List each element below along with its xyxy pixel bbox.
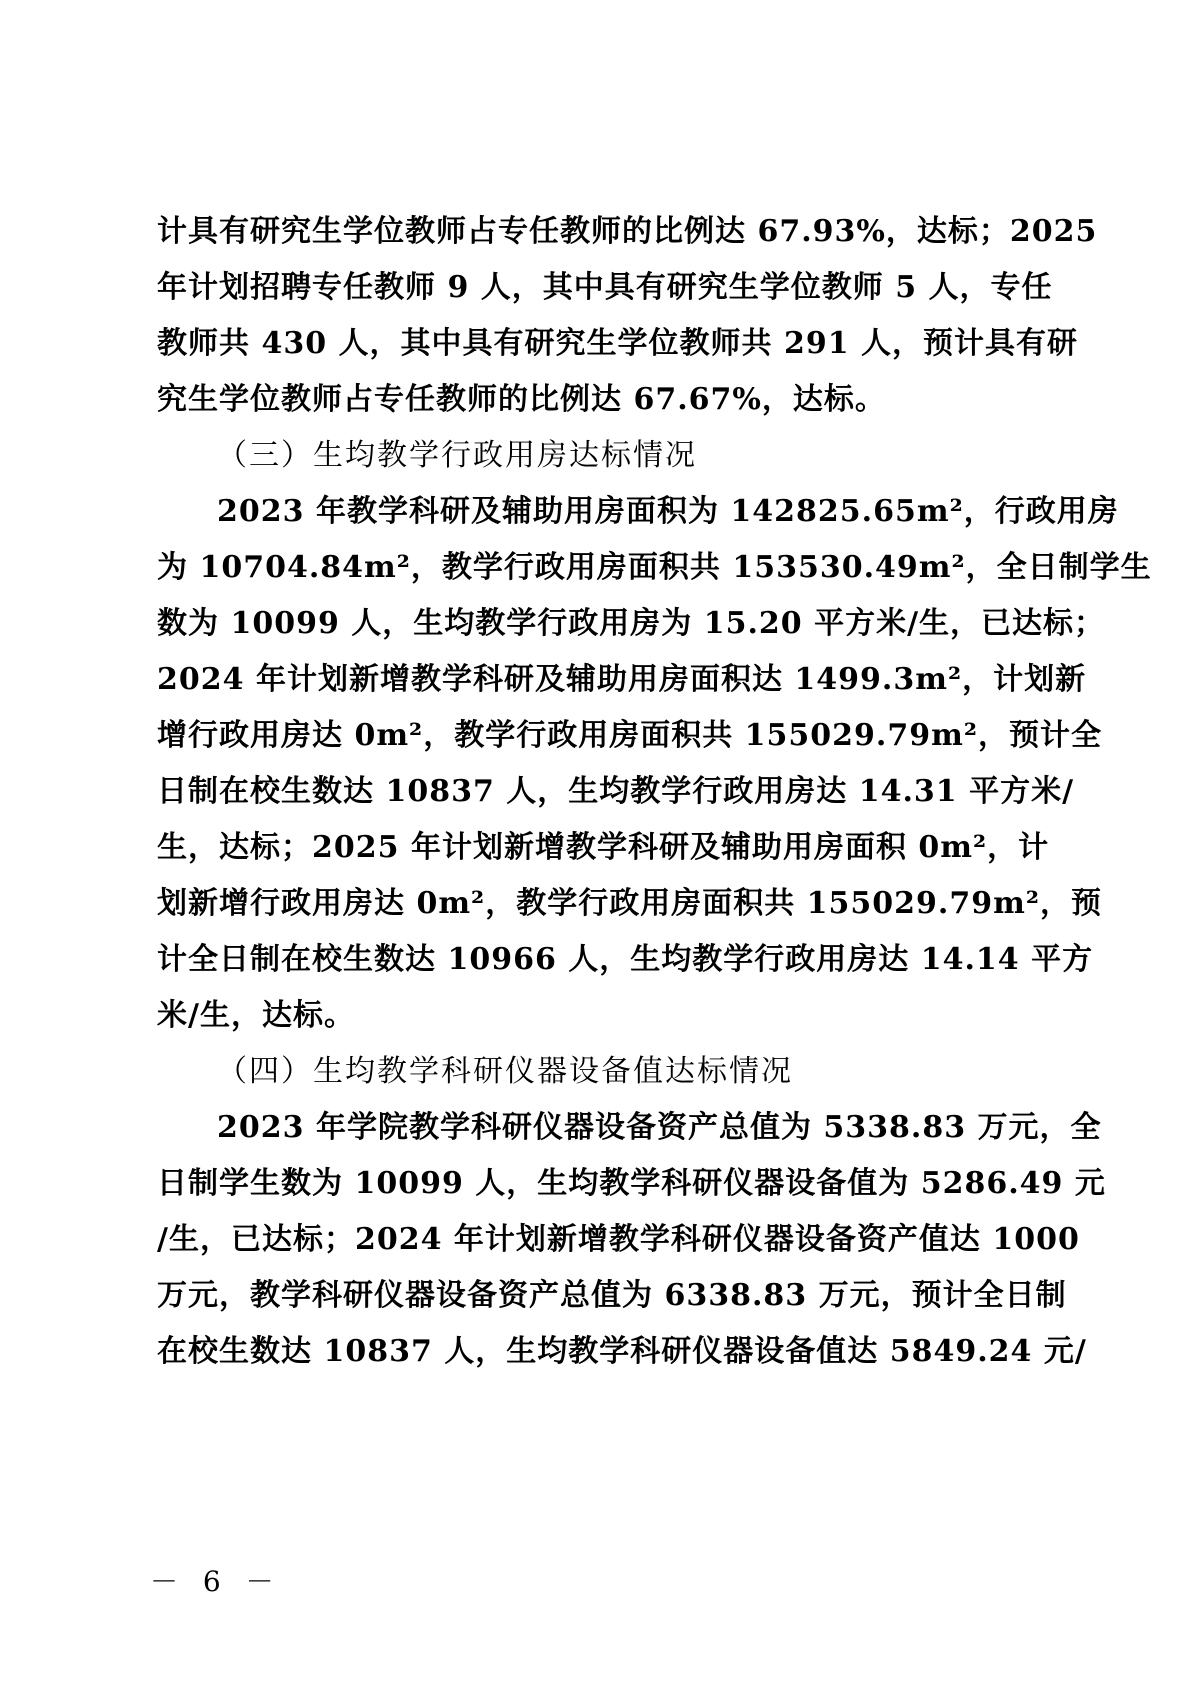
body-text-line: 数为 10099 人，生均教学行政用房为 15.20 平方米/生，已达标； [157, 606, 1106, 641]
body-text-line: 米/生，达标。 [157, 998, 355, 1033]
body-text-line: 2024 年计划新增教学科研及辅助用房面积达 1499.3m²，计划新 [157, 662, 1087, 697]
body-text-line: 日制在校生数达 10837 人，生均教学行政用房达 14.31 平方米/ [157, 774, 1075, 809]
body-text-line: 为 10704.84m²，教学行政用房面积共 153530.49m²，全日制学生 [157, 550, 1152, 585]
body-text-line: 计全日制在校生数达 10966 人，生均教学行政用房达 14.14 平方 [157, 942, 1094, 977]
body-text-line: 在校生数达 10837 人，生均教学科研仪器设备值达 5849.24 元/ [157, 1334, 1087, 1369]
body-text-line: 日制学生数为 10099 人，生均教学科研仪器设备值为 5286.49 元 [157, 1166, 1106, 1201]
body-text-line: 2023 年学院教学科研仪器设备资产总值为 5338.83 万元，全 [217, 1110, 1102, 1145]
body-text-line: 年计划招聘专任教师 9 人，其中具有研究生学位教师 5 人，专任 [157, 270, 1053, 305]
section-heading-4: （四）生均教学科研仪器设备值达标情况 [217, 1054, 793, 1089]
body-text-line: 计具有研究生学位教师占专任教师的比例达 67.93%，达标；2025 [157, 214, 1098, 249]
body-text-line: 究生学位教师占专任教师的比例达 67.67%，达标。 [157, 382, 886, 417]
body-text-line: 划新增行政用房达 0m²，教学行政用房面积共 155029.79m²，预 [157, 886, 1102, 921]
body-text-line: 增行政用房达 0m²，教学行政用房面积共 155029.79m²，预计全 [157, 718, 1102, 753]
section-heading-3: （三）生均教学行政用房达标情况 [217, 438, 697, 473]
body-text-line: 万元，教学科研仪器设备资产总值为 6338.83 万元，预计全日制 [157, 1278, 1067, 1313]
page-number: － 6 － [150, 1565, 282, 1598]
body-text-line: 教师共 430 人，其中具有研究生学位教师共 291 人，预计具有研 [157, 326, 1079, 361]
body-text-line: /生，已达标；2024 年计划新增教学科研仪器设备资产值达 1000 [157, 1222, 1080, 1257]
body-text-line: 2023 年教学科研及辅助用房面积为 142825.65m²，行政用房 [217, 494, 1119, 529]
body-text-line: 生，达标；2025 年计划新增教学科研及辅助用房面积 0m²，计 [157, 830, 1050, 865]
